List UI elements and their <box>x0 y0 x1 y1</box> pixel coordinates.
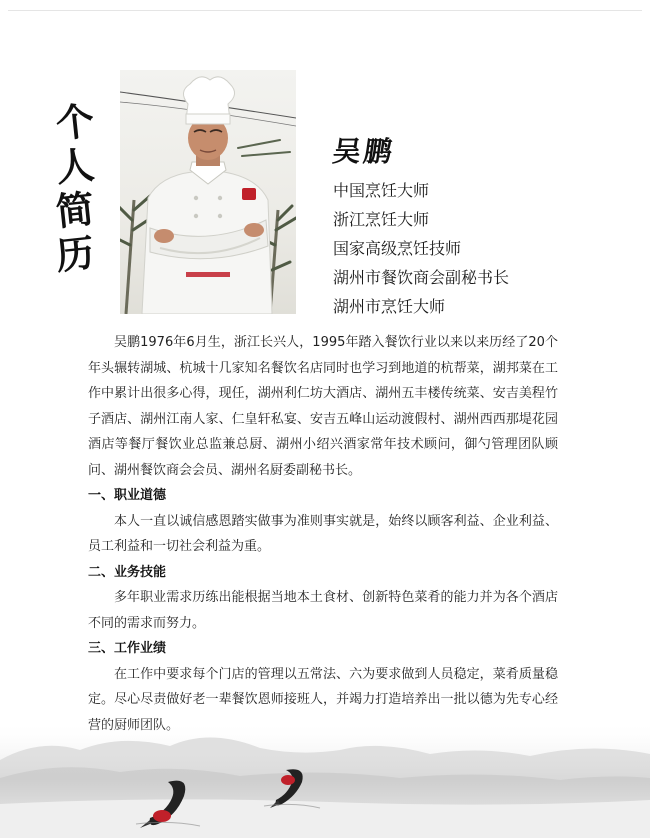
honor-title: 浙江烹饪大师 <box>333 210 430 229</box>
person-name: 吴鹏 <box>330 135 398 168</box>
honor-title: 湖州市餐饮商会副秘书长 <box>333 268 510 287</box>
heading-char: 历 <box>53 229 97 279</box>
ink-wash-landscape-decoration <box>0 720 650 838</box>
resume-body <box>88 330 558 738</box>
honor-title: 国家高级烹饪技师 <box>333 239 462 258</box>
top-border <box>8 10 642 11</box>
section-heading-ethics: 一、职业道德 <box>88 488 167 503</box>
chef-portrait-illustration <box>120 70 296 314</box>
section-text-achievements: 在工作中要求每个门店的管理以五常法、六为要求做到人员稳定，菜肴质量稳定。尽心尽责做好老一辈餐饮恩师接班人，并竭力打造培养出一批以德为先专心经 <box>88 666 558 707</box>
honor-title: 中国烹饪大师 <box>333 181 430 200</box>
heading-char: 人 <box>53 141 97 191</box>
section-heading-skills: 二、业务技能 <box>88 564 167 580</box>
intro-paragraph: 吴鹏1976年6月生，浙江长兴人，1995年踏入餐饮行业以来以来历经了20个年头辗转湖城、杭城十几家知名餐饮名店同时也学习到地道的杭帮菜，湖邦菜在工作中累计出很多心得，现任，湖州利仁坊大酒店、湖州五丰楼传统菜、安吉美程竹子酒店、湖州江南人家、仁皇轩私宴、安吉五峰山运动渡假村、湖州西西那堤花园酒店等餐厅餐饮业总监兼总厨、湖州小绍兴酒家常年技术顾问，御勺管理团队顾问、湖州餐饮商会会员、湖州名厨委副秘书长。 <box>88 335 558 478</box>
honor-titles-list <box>333 176 509 321</box>
section-text-ethics: 本人一直以诚信感恩踏实做事为准则事实就是，始终以顾客利益、企业利益、员工利益和一切社会利益为重。 <box>88 513 558 554</box>
section-heading-achievements: 三、工作业绩 <box>88 641 167 656</box>
section-text-skills: 多年职业需求历练出能根据当地本土食材、创新特色菜肴的能力并为各个酒店不同的需求而努力。 <box>88 590 558 631</box>
chef-portrait-photo <box>120 70 296 314</box>
honor-title: 湖州市烹饪大师 <box>333 297 446 316</box>
heading-char: 简 <box>53 185 97 235</box>
heading-char: 个 <box>53 97 97 147</box>
vertical-heading <box>53 97 104 279</box>
